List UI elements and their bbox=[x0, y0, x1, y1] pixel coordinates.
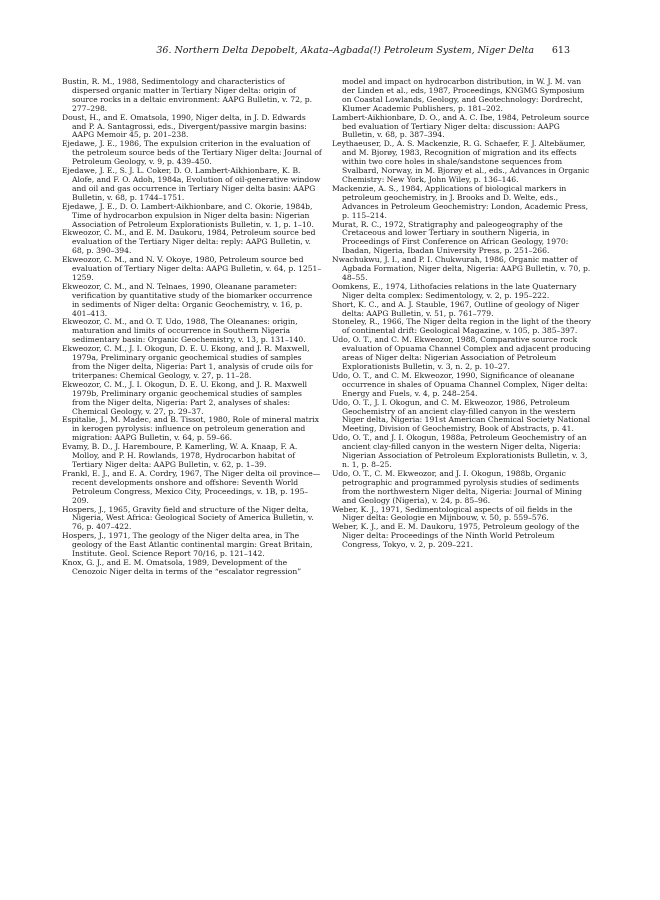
reference-entry: Ejedawe, J. E., D. O. Lambert-Aikhionbare, and C. Okorie, 1984b, Time of hydrocarbon expulsion in Niger delta basin: Nigerian Association of Petroleum Explorationists Bulletin, v. 1, p. 1–10. bbox=[62, 201, 314, 229]
reference-entry: Oomkens, E., 1974, Lithofacies relations in the late Quaternary Niger delta complex: Sedimentology, v. 2, p. 195–222. bbox=[332, 281, 577, 300]
reference-entry: Lambert-Aikhionbare, D. O., and A. C. Ibe, 1984, Petroleum source bed evaluation of Tertiary Niger delta: discussion: AAPG Bulletin, v. 68, p. 387–394. bbox=[332, 112, 590, 140]
reference-entry: Ejedawe, J. E., 1986, The expulsion criterion in the evaluation of the petroleum source beds of the Tertiary Niger delta: Journal of Petroleum Geology, v. 9, p. 439–450. bbox=[62, 139, 322, 167]
reference-entry-continued: model and impact on hydrocarbon distribution, in W. J. M. van der Linden et al., eds, 1987, Proceedings, KNGMG Symposium on Coastal Lowlands, Geology, and Geotechnology: Dordrecht, Klumer Academic Publishers, p. 181–202. bbox=[342, 77, 585, 113]
reference-entry: Stoneley, R., 1966, The Niger delta region in the light of the theory of continental drift: Geological Magazine, v. 105, p. 385–397. bbox=[332, 317, 591, 336]
page-number: 613 bbox=[551, 45, 570, 56]
reference-entry: Leythaeuser, D., A. S. Mackenzie, R. G. Schaefer, F. J. Altebäumer, and M. Bjorøy, 1983, Recognition of migration and its effects within two core holes in shale/sandstone sequences from Svalbard, Norway, in M. Bjorøy et al., eds., Advances in Organic Chemistry: New York, John Wiley, p. 136–146. bbox=[332, 139, 590, 184]
reference-entry: Udo, O. T., C. M. Ekweozor, and J. I. Okogun, 1988b, Organic petrographic and programmed pyrolysis studies of sediments from the northwestern Niger delta, Nigeria: Journal of Mining and Geology (Nigeria), v. 24, p. 85–96. bbox=[332, 468, 583, 505]
references-left-column bbox=[62, 78, 322, 577]
reference-entry: Mackenzie, A. S., 1984, Applications of biological markers in petroleum geochemistry, in J. Brooks and D. Welte, eds., Advances in Petroleum Geochemistry: London, Academic Press, p. 115–214. bbox=[332, 183, 589, 220]
reference-entry: Weber, K. J., and E. M. Daukoru, 1975, Petroleum geology of the Niger delta: Proceedings of the Ninth World Petroleum Congress, Tokyo, v. 2, p. 209–221. bbox=[332, 522, 580, 550]
running-header bbox=[0, 45, 570, 61]
reference-entry: Hospers, J., 1965, Gravity field and structure of the Niger delta, Nigeria, West Africa: Geological Society of America Bulletin, v. 76, p. 407–422. bbox=[62, 504, 314, 532]
references-right-column bbox=[332, 78, 592, 550]
reference-entry: Ekweozor, C. M., and E. M. Daukoru, 1984, Petroleum source bed evaluation of the Tertiary Niger delta: reply: AAPG Bulletin, v. 68, p. 390–394. bbox=[62, 228, 316, 256]
reference-entry: Ekweozor, C. M., J. I. Okogun, D. E. U. Ekong, and J. R. Maxwell 1979b, Preliminary organic geochemical studies of samples from the Niger delta, Nigeria: Part 2, analyses of shales: Chemical Geology, v. 27, p. 29–37. bbox=[62, 379, 308, 416]
reference-entry: Ekweozor, C. M., and N. Telnaes, 1990, Oleanane parameter: verification by quantitative study of the biomarker occurrence in sediments of Niger delta: Organic Geochemistry, v. 16, p. 401–413. bbox=[62, 281, 313, 318]
reference-entry: Nwachukwu, J. I., and P. I. Chukwurah, 1986, Organic matter of Agbada Formation, Niger delta, Nigeria: AAPG Bulletin, v. 70, p. 48–55. bbox=[332, 255, 591, 282]
running-title: 36. Northern Delta Depobelt, Akata–Agbada(!) Petroleum System, Niger Delta bbox=[156, 45, 534, 56]
reference-entry: Knox, G. J., and E. M. Omatsola, 1989, Development of the Cenozoic Niger delta in terms of the “escalator regression” bbox=[62, 557, 302, 576]
reference-entry: Ekweozor, C. M., and N. V. Okoye, 1980, Petroleum source bed evaluation of Tertiary Niger delta: AAPG Bulletin, v. 64, p. 1251–1259. bbox=[62, 255, 322, 282]
reference-entry: Evamy, B. D., J. Haremboure, P. Kamerling, W. A. Knaap, F. A. Molloy, and P. H. Rowlands, 1978, Hydrocarbon habitat of Tertiary Niger delta: AAPG Bulletin, v. 62, p. 1–39. bbox=[62, 442, 298, 469]
reference-entry: Udo, O. T., and C. M. Ekweozor, 1990, Significance of oleanane occurrence in shales of Opuama Channel Complex, Niger delta: Energy and Fuels, v. 4, p. 248–254. bbox=[332, 370, 588, 398]
reference-entry: Doust, H., and E. Omatsola, 1990, Niger delta, in J. D. Edwards and P. A. Santagrossi, eds., Divergent/passive margin basins: AAPG Memoir 45, p. 201–238. bbox=[62, 112, 307, 140]
reference-entry: Weber, K. J., 1971, Sedimentological aspects of oil fields in the Niger delta: Geologie en Mijnbouw, v. 50, p. 559–576. bbox=[332, 504, 573, 523]
reference-entry: Udo, O. T., J. I. Okogun, and C. M. Ekweozor, 1986, Petroleum Geochemistry of an ancient clay-filled canyon in the western Niger delta, Nigeria: 191st American Chemical Society National Meeting, Division of Geochemistry, Book of Abstracts, p. 41. bbox=[332, 397, 591, 434]
reference-entry: Ejedawe, J. E., S. J. L. Coker, D. O. Lambert-Aikhionbare, K. B. Alofe, and F. O. Adoh, 1984a, Evolution of oil-generative window and oil and gas occurrence in Tertiary Niger delta basin: AAPG Bulletin, v. 68, p. 1744–1751. bbox=[62, 166, 321, 202]
reference-entry: Ekweozor, C. M., J. I. Okogun, D. E. U. Ekong, and J. R. Maxwell, 1979a, Preliminary organic geochemical studies of samples from the Niger delta, Nigeria: Part 1, analysis of crude oils for triterpanes: Chemical Geology, v. 27, p. 11–28. bbox=[62, 344, 313, 380]
reference-entry: Hospers, J., 1971, The geology of the Niger delta area, in The geology of the East Atlantic continental margin: Great Britain, Institute. Geol. Science Report 70/16, p. 121–142. bbox=[62, 531, 313, 559]
reference-entry: Espitalie, J., M. Madec, and B. Tissot, 1980, Role of mineral matrix in kerogen pyrolysis: influence on petroleum generation and migration: AAPG Bulletin, v. 64, p. 59–66. bbox=[62, 415, 320, 443]
reference-entry: Frankl, E. J., and E. A. Cordry, 1967, The Niger delta oil province—recent developments onshore and offshore: Seventh World Petroleum Congress, Mexico City, Proceedings, v. 1B, p. 195–209. bbox=[62, 468, 321, 505]
reference-entry: Murat, R. C., 1972, Stratigraphy and paleogeography of the Cretaceous and lower Tertiary in southern Nigeria, in Proceedings of First Conference on African Geology, 1970: Ibadan, Nigeria, Ibadan University Press, p. 251–266. bbox=[332, 219, 569, 256]
reference-entry: Udo, O. T., and J. I. Okogun, 1988a, Petroleum Geochemistry of an ancient clay-filled canyon in the western Niger delta, Nigeria: Nigerian Association of Petroleum Explorationists Bulletin, v. 3, n. 1, p. 8–25. bbox=[332, 433, 588, 469]
reference-entry: Short, K. C., and A. J. Stauble, 1967, Outline of geology of Niger delta: AAPG Bulletin, v. 51, p. 761–779. bbox=[332, 299, 580, 318]
reference-entry: Ekweozor, C. M., and O. T. Udo, 1988, The Oleananes: origin, maturation and limits of occurrence in Southern Nigeria sedimentary basin: Organic Geochemistry, v. 13, p. 131–140. bbox=[62, 317, 306, 345]
reference-entry: Udo, O. T., and C. M. Ekweozor, 1988, Comparative source rock evaluation of Opuama Channel Complex and adjacent producing areas of Niger delta: Nigerian Association of Petroleum Explorationists Bulletin, v. 3, n. 2, p. 10–27. bbox=[332, 335, 591, 371]
reference-entry: Bustin, R. M., 1988, Sedimentology and characteristics of dispersed organic matter in Tertiary Niger delta: origin of source rocks in a deltaic environment: AAPG Bulletin, v. 72, p. 277–298. bbox=[62, 77, 313, 113]
